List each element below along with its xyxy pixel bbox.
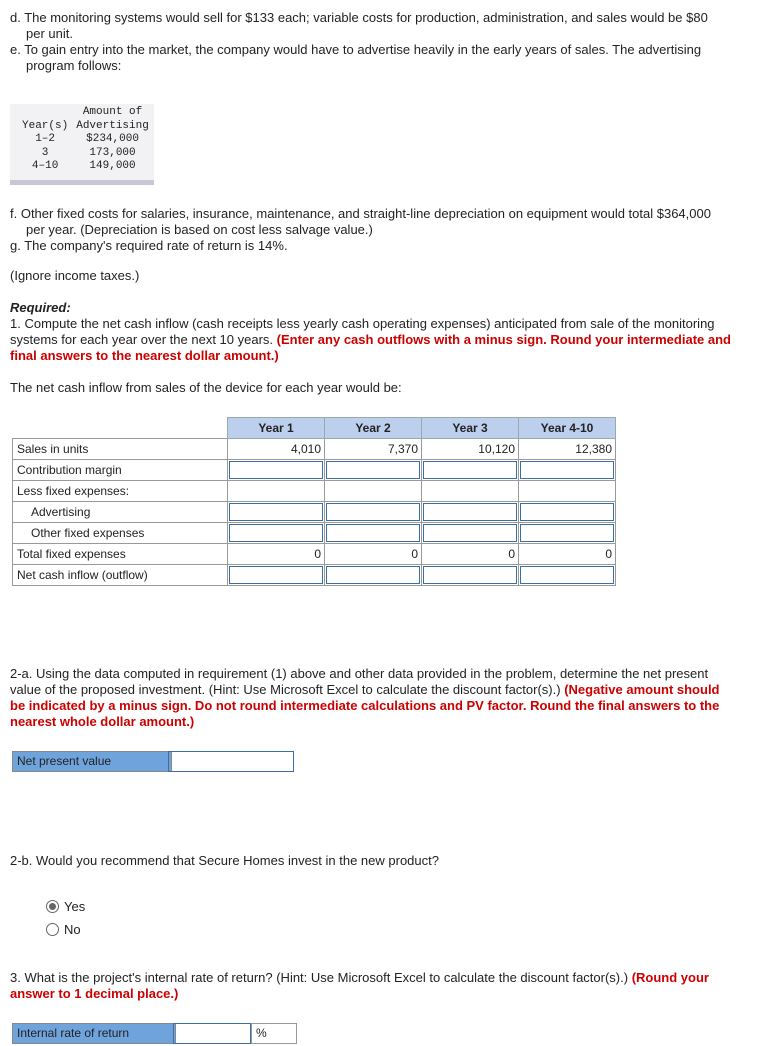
year-header: Year 2	[325, 418, 422, 439]
q1-instruction: (Enter any cash outflows with a minus sign. Round your intermediate and	[276, 332, 731, 347]
adv-years: 1–2	[35, 133, 56, 146]
item-f	[10, 206, 711, 254]
advertising-input[interactable]	[519, 502, 616, 523]
row-label: Other fixed expenses	[13, 523, 228, 544]
cm-input[interactable]	[228, 460, 325, 481]
row-sales	[13, 439, 616, 460]
net-cash-input[interactable]	[422, 565, 519, 586]
q2a-line3: be indicated by a minus sign. Do not round intermediate calculations and PV factor. Round the final answers to the	[10, 698, 720, 713]
sales-value: 7,370	[325, 439, 422, 460]
total-fixed-value: 0	[228, 544, 325, 565]
adv-amount: $234,000	[86, 133, 139, 146]
radio-yes-label: Yes	[64, 899, 86, 914]
ignore-taxes: (Ignore income taxes.)	[10, 268, 140, 283]
row-label: Net cash inflow (outflow)	[13, 565, 228, 586]
cm-input[interactable]	[519, 460, 616, 481]
net-cash-table	[12, 417, 616, 586]
sales-value: 4,010	[228, 439, 325, 460]
advertising-input[interactable]	[228, 502, 325, 523]
total-fixed-value: 0	[519, 544, 616, 565]
item-d-line1: d. The monitoring systems would sell for $133 each; variable costs for production, administration, and sales would be $80	[10, 10, 708, 25]
cm-input[interactable]	[422, 460, 519, 481]
row-label: Advertising	[13, 502, 228, 523]
q3-instruction: (Round your	[631, 970, 709, 985]
npv-label: Net present value	[12, 751, 172, 772]
item-f-line1: f. Other fixed costs for salaries, insurance, maintenance, and straight-line depreciation on equipment would total $364,000	[10, 206, 711, 221]
row-other-fixed	[13, 523, 616, 544]
q1-line2	[10, 332, 731, 348]
adv-col-years: Year(s)	[22, 119, 69, 132]
advertising-table	[10, 104, 154, 185]
radio-no-option[interactable]	[46, 922, 81, 938]
other-fixed-input[interactable]	[422, 523, 519, 544]
cm-input[interactable]	[325, 460, 422, 481]
q2a-line1: 2-a. Using the data computed in requirement (1) above and other data provided in the problem, determine the net present	[10, 666, 709, 681]
row-label: Total fixed expenses	[13, 544, 228, 565]
row-label: Less fixed expenses:	[13, 481, 228, 502]
q2b-question: 2-b. Would you recommend that Secure Homes invest in the new product?	[10, 853, 439, 868]
radio-yes[interactable]	[46, 900, 59, 913]
radio-no[interactable]	[46, 923, 59, 936]
sales-value: 10,120	[422, 439, 519, 460]
q1-line3: final answers to the nearest dollar amount.)	[10, 348, 279, 363]
advertising-input[interactable]	[325, 502, 422, 523]
radio-yes-option[interactable]	[46, 899, 85, 915]
q2a-line2	[10, 682, 720, 698]
q1-line1	[10, 316, 731, 332]
item-f-line2: per year. (Depreciation is based on cost less salvage value.)	[26, 222, 373, 237]
table-corner	[13, 418, 228, 439]
adv-header-amount: Amount of	[82, 106, 143, 118]
row-less-fixed	[13, 481, 616, 502]
row-contribution-margin	[13, 460, 616, 481]
radio-no-label: No	[64, 922, 81, 937]
npv-input[interactable]	[168, 751, 294, 772]
year-header: Year 4-10	[519, 418, 616, 439]
item-e-line1: e. To gain entry into the market, the company would have to advertise heavily in the early years of sales. The advertising	[10, 42, 702, 57]
q2a-instruction: (Negative amount should	[564, 682, 720, 697]
row-label: Contribution margin	[13, 460, 228, 481]
q2a-block	[10, 666, 720, 730]
total-fixed-value: 0	[325, 544, 422, 565]
row-label: Sales in units	[13, 439, 228, 460]
irr-label: Internal rate of return	[12, 1023, 176, 1044]
q2a-line4: nearest whole dollar amount.)	[10, 714, 195, 729]
q1-line1-text: 1. Compute the net cash inflow (cash receipts less yearly cash operating expenses) anticipated from sale of the monitoring	[10, 316, 715, 331]
table-intro: The net cash inflow from sales of the device for each year would be:	[10, 380, 402, 395]
q3-line1	[10, 970, 709, 986]
net-cash-input[interactable]	[228, 565, 325, 586]
other-fixed-input[interactable]	[228, 523, 325, 544]
adv-amount: 149,000	[89, 160, 136, 173]
net-cash-input[interactable]	[325, 565, 422, 586]
row-net-cash	[13, 565, 616, 586]
item-d-line2: per unit.	[26, 26, 73, 41]
year-header: Year 1	[228, 418, 325, 439]
sales-value: 12,380	[519, 439, 616, 460]
irr-percent-sign: %	[251, 1023, 297, 1044]
item-d	[10, 10, 708, 74]
row-total-fixed	[13, 544, 616, 565]
item-e-line2: program follows:	[26, 58, 122, 73]
adv-years: 3	[41, 146, 49, 159]
q3-block	[10, 970, 709, 1002]
item-g: g. The company's required rate of return is 14%.	[10, 238, 288, 253]
adv-amount: 173,000	[89, 146, 136, 159]
row-advertising	[13, 502, 616, 523]
adv-col-advertising: Advertising	[76, 119, 149, 132]
net-cash-input[interactable]	[519, 565, 616, 586]
q3-line1-text: 3. What is the project's internal rate of return? (Hint: Use Microsoft Excel to calculate the discount factor(s).)	[10, 970, 629, 985]
year-header: Year 3	[422, 418, 519, 439]
advertising-input[interactable]	[422, 502, 519, 523]
total-fixed-value: 0	[422, 544, 519, 565]
required-block	[10, 300, 731, 364]
other-fixed-input[interactable]	[325, 523, 422, 544]
q2a-line2-text: value of the proposed investment. (Hint: Use Microsoft Excel to calculate the discount factor(s).)	[10, 682, 561, 697]
irr-input[interactable]	[173, 1023, 251, 1044]
q1-line2-text: systems for each year over the next 10 years.	[10, 332, 274, 347]
q3-line2: answer to 1 decimal place.)	[10, 986, 179, 1001]
required-heading: Required:	[10, 300, 71, 315]
other-fixed-input[interactable]	[519, 523, 616, 544]
adv-years: 4–10	[31, 160, 59, 173]
